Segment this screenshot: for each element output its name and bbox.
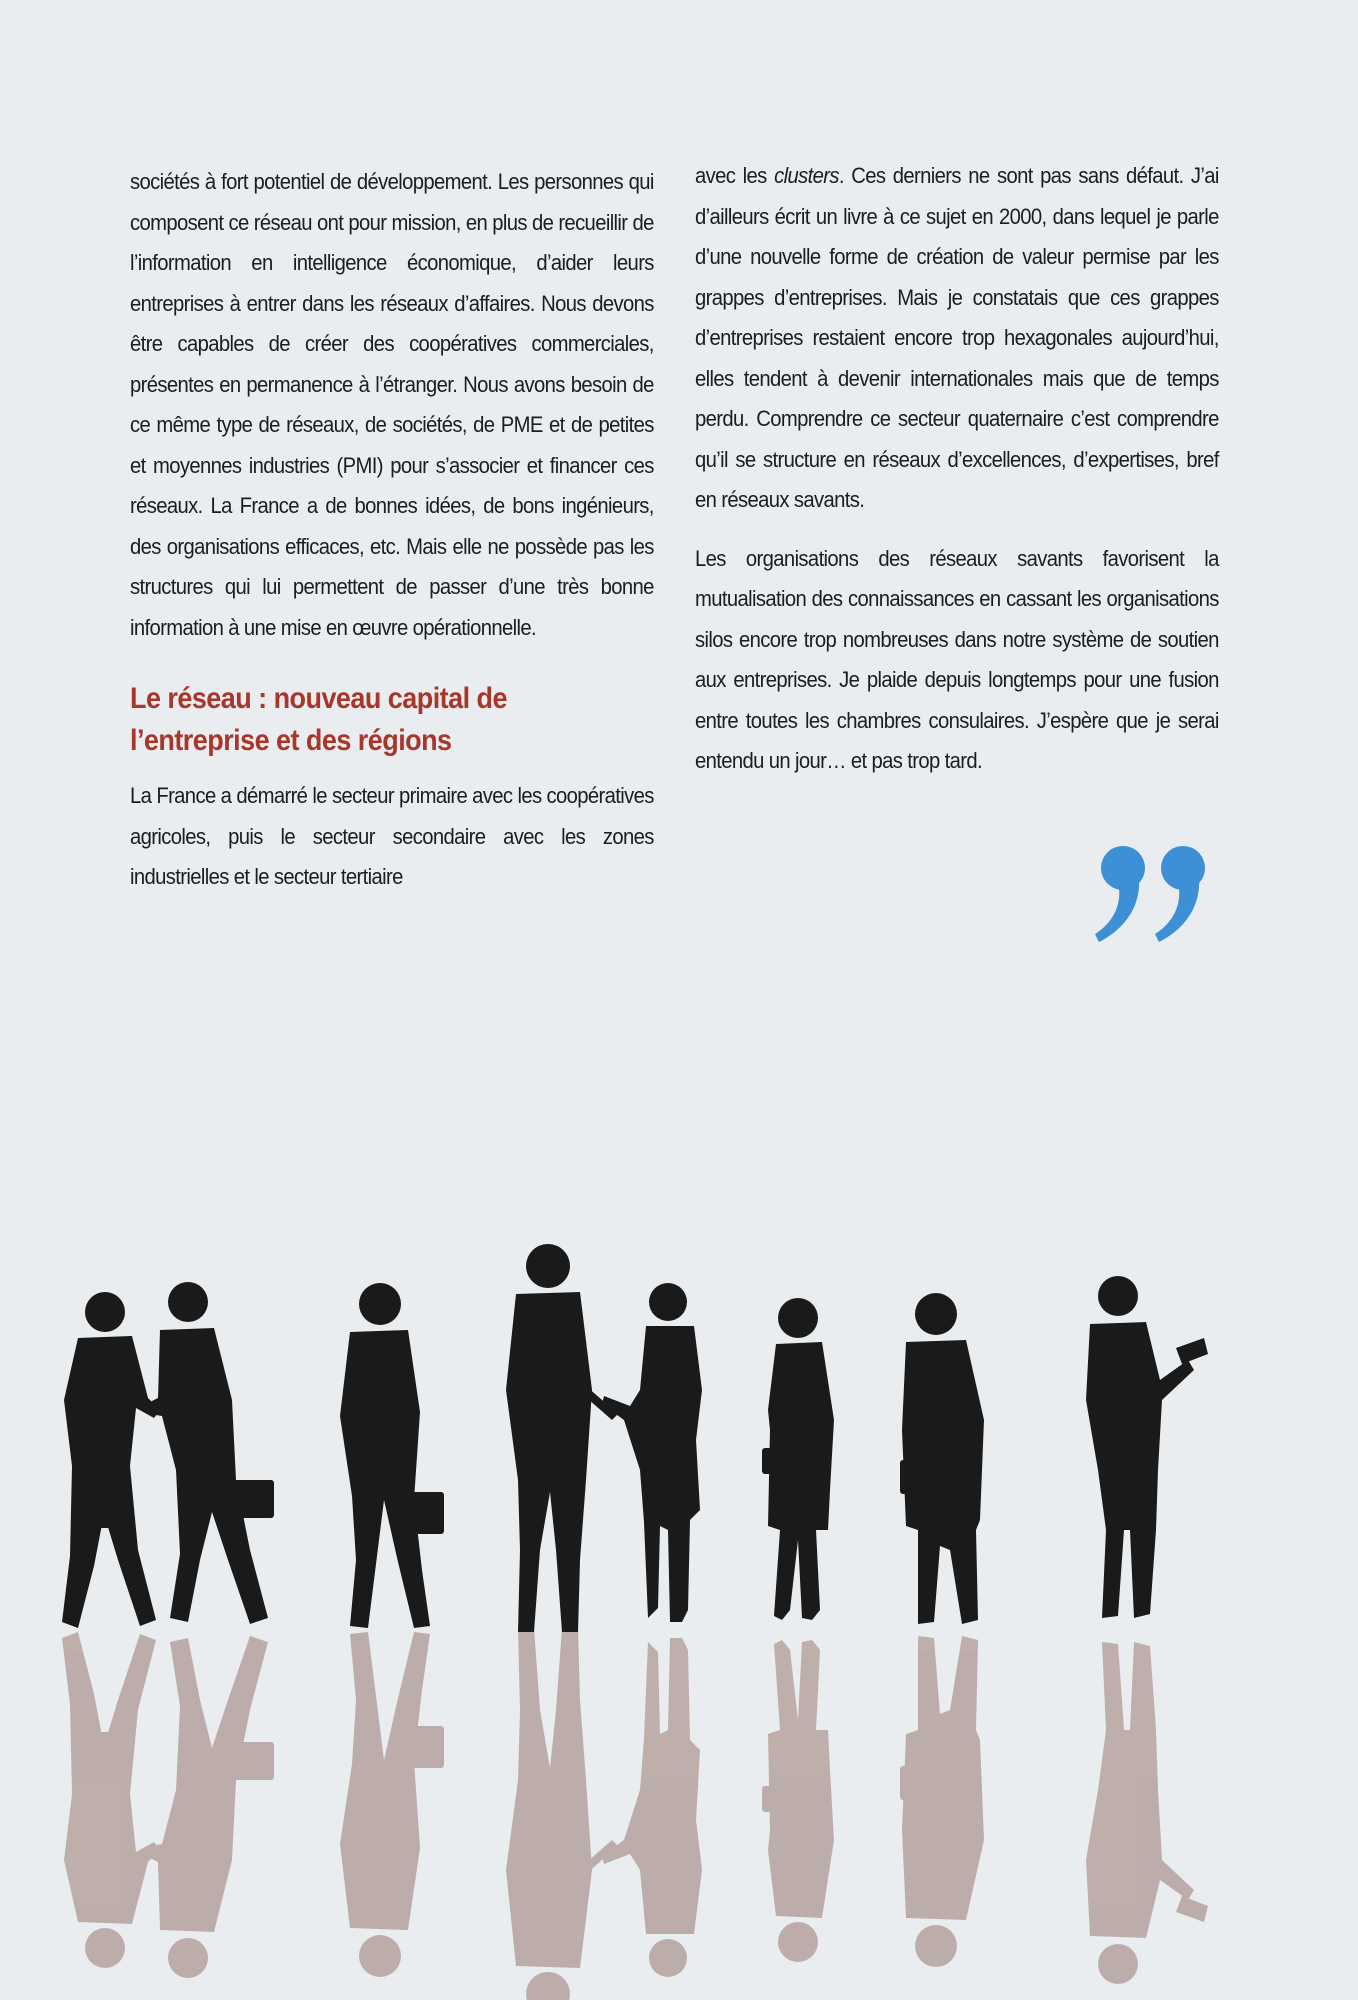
right-paragraph-1-start: avec les [695, 163, 775, 188]
left-paragraph-2: La France a démarré le secteur primaire avec les coopératives agricoles, puis le secteur secondaire avec les zones industrielles et le secteur tertiaire [130, 783, 654, 889]
clusters-italic-term: clusters [774, 163, 839, 188]
right-text-column [695, 156, 1219, 782]
left-paragraph-1: sociétés à fort potentiel de développement. Les personnes qui composent ce réseau ont pour mission, en plus de recueillir de l’information en intelligence économique, d’aider leurs entreprises à entrer dans les réseaux d’affaires. Nous devons être capables de créer des coopératives commerciales, présentes en permanence à l’étranger. Nous avons besoin de ce même type de réseaux, de sociétés, de PME et de petites et moyennes industries (PMI) pour s’associer et financer ces réseaux. La France a de bonnes idées, de bons ingénieurs, des organisations efficaces, etc. Mais elle ne possède pas les structures qui lui permettent de passer d’une très bonne information à une mise en œuvre opérationnelle. [130, 169, 654, 640]
left-text-column [130, 162, 654, 898]
right-paragraph-1 [695, 156, 1219, 521]
section-heading [130, 678, 654, 762]
section-heading-line-1: Le réseau : nouveau capital de [130, 682, 507, 715]
section-heading-line-2: l’entreprise et des régions [130, 724, 452, 757]
right-paragraph-1-rest: . Ces derniers ne sont pas sans défaut. J’ai d’ailleurs écrit un livre à ce sujet en 2000, dans lequel je parle d’une nouvelle forme de création de valeur permise par les grappes d’entreprises. Mais je constatais que ces grappes d’entreprises restaient encore trop hexagonales aujourd’hui, elles tendent à devenir internationales mais que de temps perdu. Comprendre ce secteur quaternaire c’est comprendre qu’il se structure en réseaux d’excellences, d’expertises, bref en réseaux savants. [695, 163, 1219, 512]
right-paragraph-2: Les organisations des réseaux savants favorisent la mutualisation des connaissances en cassant les organisations silos encore trop nombreuses dans notre système de soutien aux entreprises. Je plaide depuis longtemps pour une fusion entre toutes les chambres consulaires. J’espère que je serai entendu un jour… et pas trop tard. [695, 545, 1219, 773]
closing-quote-icon [1093, 838, 1218, 948]
business-people-silhouettes-icon [0, 1230, 1358, 2000]
